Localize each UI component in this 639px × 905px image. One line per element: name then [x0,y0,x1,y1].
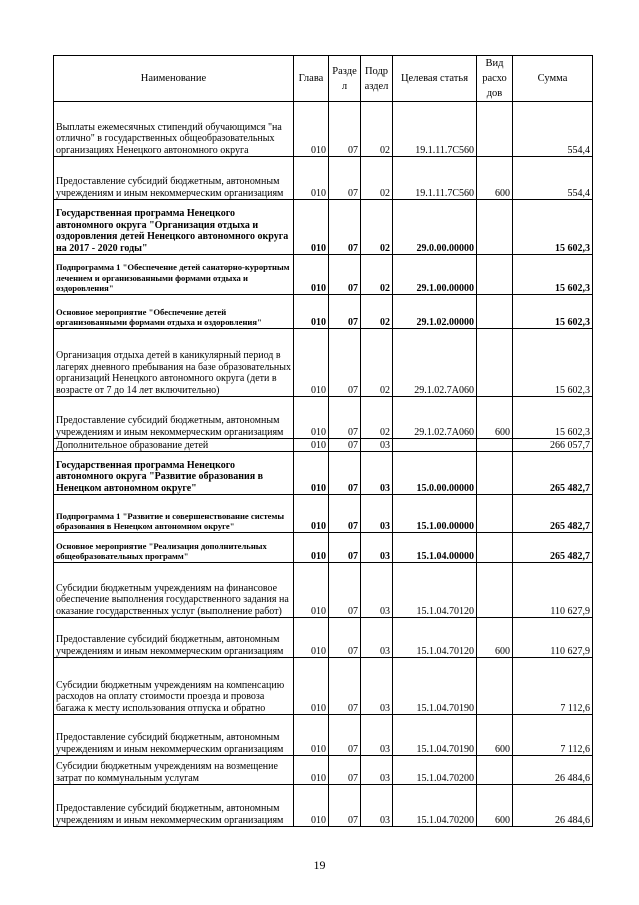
cell-sum: 7 112,6 [513,715,593,756]
cell-section: 07 [329,495,361,533]
cell-subsection: 03 [361,452,393,495]
header-row [54,56,593,102]
cell-target [393,439,477,452]
budget-table [53,55,593,827]
table-row [54,397,593,439]
cell-section: 07 [329,295,361,329]
cell-expense-type: 600 [477,618,513,658]
cell-name: Предоставление субсидий бюджетным, автономным учреждениям и иным некоммерческим организациям [54,618,294,658]
cell-name: Основное мероприятие "Реализация дополнительных общеобразовательных программ" [54,533,294,563]
cell-name: Подпрограмма 1 "Развитие и совершенствование системы образования в Ненецком автономном округе" [54,495,294,533]
cell-section: 07 [329,439,361,452]
cell-subsection: 03 [361,756,393,785]
cell-expense-type: 600 [477,785,513,827]
cell-target: 15.1.04.70200 [393,785,477,827]
cell-subsection: 03 [361,439,393,452]
cell-section: 07 [329,756,361,785]
cell-expense-type: 600 [477,397,513,439]
cell-target: 19.1.11.7С560 [393,157,477,200]
cell-chapter: 010 [294,157,329,200]
cell-expense-type [477,563,513,618]
cell-chapter: 010 [294,255,329,295]
cell-sum: 266 057,7 [513,439,593,452]
cell-target: 29.0.00.00000 [393,200,477,255]
table-row [54,200,593,255]
cell-name: Предоставление субсидий бюджетным, автономным учреждениям и иным некоммерческим организациям [54,157,294,200]
cell-target: 15.1.00.00000 [393,495,477,533]
cell-expense-type: 600 [477,157,513,200]
table-row [54,157,593,200]
cell-subsection: 02 [361,329,393,397]
table-row [54,439,593,452]
cell-name: Субсидии бюджетным учреждениям на возмещение затрат по коммунальным услугам [54,756,294,785]
cell-sum: 110 627,9 [513,618,593,658]
cell-expense-type [477,255,513,295]
cell-subsection: 03 [361,563,393,618]
cell-chapter: 010 [294,397,329,439]
cell-subsection: 02 [361,102,393,157]
table-row [54,452,593,495]
cell-section: 07 [329,329,361,397]
cell-sum: 265 482,7 [513,452,593,495]
cell-target: 19.1.11.7С560 [393,102,477,157]
cell-target: 29.1.02.7А060 [393,397,477,439]
cell-subsection: 02 [361,295,393,329]
cell-subsection: 03 [361,533,393,563]
cell-sum: 15 602,3 [513,295,593,329]
cell-name: Выплаты ежемесячных стипендий обучающимся "на отлично" в государственных общеобразовательных организациях Ненецкого автономного округа [54,102,294,157]
cell-sum: 15 602,3 [513,255,593,295]
cell-name: Государственная программа Ненецкого автономного округа "Организация отдыха и оздоровления детей Ненецкого автономного округа на 2017 - 2020 годы" [54,200,294,255]
cell-expense-type [477,329,513,397]
cell-target: 29.1.02.00000 [393,295,477,329]
cell-expense-type [477,658,513,715]
cell-target: 29.1.00.00000 [393,255,477,295]
cell-name: Дополнительное образование детей [54,439,294,452]
cell-section: 07 [329,658,361,715]
cell-chapter: 010 [294,785,329,827]
cell-name: Основное мероприятие "Обеспечение детей организованными формами отдыха и оздоровления" [54,295,294,329]
table-row [54,756,593,785]
table-row [54,255,593,295]
cell-expense-type [477,756,513,785]
cell-name: Подпрограмма 1 "Обеспечение детей санаторно-курортным лечением и организованными формами отдыха и оздоровления" [54,255,294,295]
cell-sum: 265 482,7 [513,495,593,533]
header-target: Целевая статья [393,56,477,102]
cell-expense-type [477,200,513,255]
cell-chapter: 010 [294,715,329,756]
cell-chapter: 010 [294,756,329,785]
cell-section: 07 [329,563,361,618]
cell-sum: 26 484,6 [513,785,593,827]
cell-target: 15.1.04.70190 [393,715,477,756]
cell-section: 07 [329,200,361,255]
cell-name: Государственная программа Ненецкого автономного округа "Развитие образования в Ненецком автономном округе" [54,452,294,495]
cell-sum: 554,4 [513,102,593,157]
table-row [54,295,593,329]
cell-expense-type: 600 [477,715,513,756]
cell-chapter: 010 [294,295,329,329]
cell-expense-type [477,495,513,533]
cell-section: 07 [329,255,361,295]
cell-expense-type [477,452,513,495]
cell-expense-type [477,439,513,452]
cell-chapter: 010 [294,200,329,255]
table-row [54,495,593,533]
cell-sum: 26 484,6 [513,756,593,785]
cell-section: 07 [329,533,361,563]
cell-chapter: 010 [294,102,329,157]
cell-sum: 7 112,6 [513,658,593,715]
cell-chapter: 010 [294,495,329,533]
cell-chapter: 010 [294,452,329,495]
cell-section: 07 [329,785,361,827]
cell-subsection: 03 [361,618,393,658]
table-row [54,533,593,563]
cell-subsection: 03 [361,785,393,827]
cell-name: Субсидии бюджетным учреждениям на компенсацию расходов на оплату стоимости проезда и провоза багажа к месту использования отпуска и обратно [54,658,294,715]
cell-name: Предоставление субсидий бюджетным, автономным учреждениям и иным некоммерческим организациям [54,397,294,439]
cell-chapter: 010 [294,658,329,715]
cell-subsection: 02 [361,397,393,439]
cell-section: 07 [329,715,361,756]
cell-section: 07 [329,102,361,157]
table-body [54,102,593,827]
cell-sum: 15 602,3 [513,329,593,397]
cell-chapter: 010 [294,618,329,658]
cell-expense-type [477,295,513,329]
header-expense-type: Вид расхо дов [477,56,513,102]
cell-target: 15.0.00.00000 [393,452,477,495]
cell-sum: 110 627,9 [513,563,593,618]
header-chapter: Глава [294,56,329,102]
cell-sum: 15 602,3 [513,397,593,439]
cell-subsection: 02 [361,157,393,200]
cell-sum: 15 602,3 [513,200,593,255]
table-row [54,618,593,658]
cell-target: 15.1.04.70200 [393,756,477,785]
table-row [54,102,593,157]
cell-subsection: 02 [361,200,393,255]
page-number: 19 [313,858,326,872]
cell-chapter: 010 [294,563,329,618]
cell-expense-type [477,102,513,157]
table-row [54,563,593,618]
cell-target: 15.1.04.70120 [393,618,477,658]
cell-name: Организация отдыха детей в каникулярный период в лагерях дневного пребывания на базе образовательных организаций Ненецкого автономного округа (дети в возрасте от 7 до 14 лет включительно) [54,329,294,397]
table-row [54,658,593,715]
header-section: Разде л [329,56,361,102]
cell-section: 07 [329,618,361,658]
cell-sum: 265 482,7 [513,533,593,563]
header-name: Наименование [54,56,294,102]
cell-chapter: 010 [294,533,329,563]
cell-expense-type [477,533,513,563]
table-row [54,785,593,827]
table-row [54,715,593,756]
cell-target: 15.1.04.00000 [393,533,477,563]
cell-chapter: 010 [294,329,329,397]
cell-target: 15.1.04.70190 [393,658,477,715]
cell-name: Предоставление субсидий бюджетным, автономным учреждениям и иным некоммерческим организациям [54,715,294,756]
cell-section: 07 [329,452,361,495]
cell-section: 07 [329,397,361,439]
cell-subsection: 02 [361,255,393,295]
cell-section: 07 [329,157,361,200]
cell-target: 15.1.04.70120 [393,563,477,618]
cell-subsection: 03 [361,715,393,756]
cell-chapter: 010 [294,439,329,452]
header-subsection: Подр аздел [361,56,393,102]
cell-target: 29.1.02.7А060 [393,329,477,397]
cell-subsection: 03 [361,495,393,533]
cell-subsection: 03 [361,658,393,715]
table-row [54,329,593,397]
cell-name: Предоставление субсидий бюджетным, автономным учреждениям и иным некоммерческим организациям [54,785,294,827]
cell-name: Субсидии бюджетным учреждениям на финансовое обеспечение выполнения государственного задания на оказание государственных услуг (выполнение работ) [54,563,294,618]
header-sum: Сумма [513,56,593,102]
cell-sum: 554,4 [513,157,593,200]
